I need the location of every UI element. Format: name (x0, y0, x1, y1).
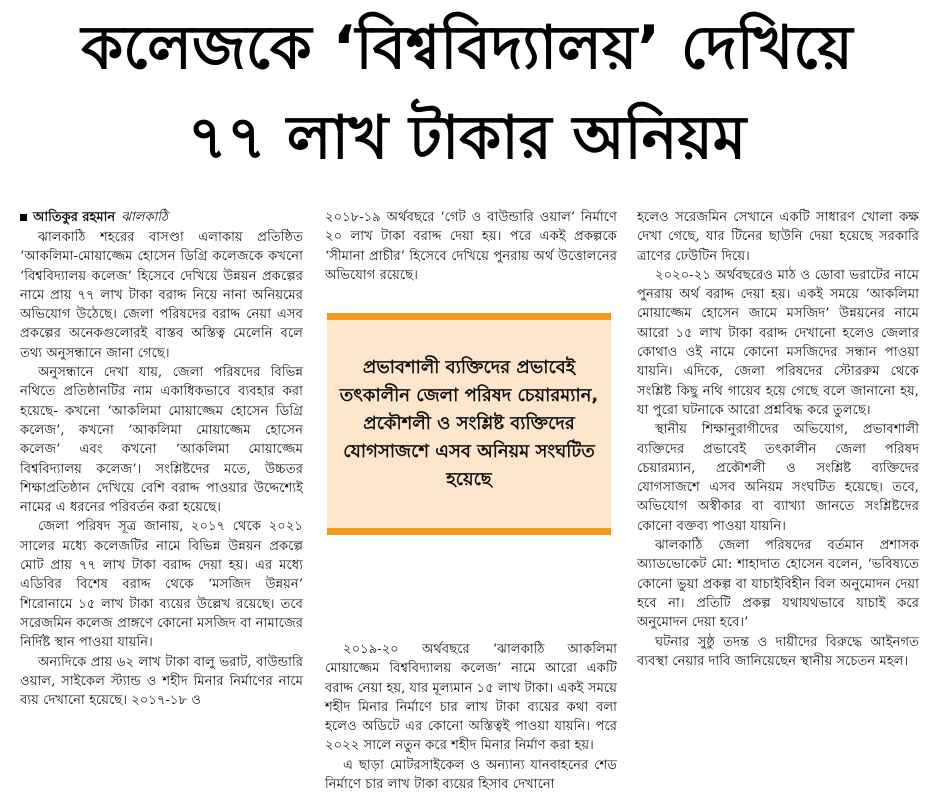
pull-quote-box (327, 313, 611, 535)
article-column-3 (637, 208, 919, 671)
paragraph: এ ছাড়া মোটরসাইকেল ও অন্যান্য যানবাহনের শেড নির্মাণে চার লাখ টাকা ব্যয়ের হিসাব দেখানো (325, 757, 617, 793)
headline-line-2: ৭৭ লাখ টাকার অনিয়ম (187, 103, 747, 173)
paragraph: স্থানীয় শিক্ষানুরাগীদের অভিযোগ, প্রভাবশালী ব্যক্তিদের প্রভাবেই তৎকালীন জেলা পরিষদ চেয়ারম্যান, প্রকৌশলী ও সংশ্লিষ্ট ব্যক্তিদের যোগসাজশে এসব অনিয়ম সংঘটিত হয়েছে। তবে, অভিযোগ অস্বীকার বা ব্যাখ্যা জানতে সংশ্লিষ্টদের কোনো বক্তব্য পাওয়া যায়নি। (637, 422, 919, 534)
byline-square-icon (20, 214, 27, 221)
paragraph: ২০১৯-২০ অর্থবছরে ‘ঝালকাঠি আকলিমা মোয়াজ্জেম বিশ্ববিদ্যালয় কলেজ’ নামে আরো একটি বরাদ্দ নেয়া হয়, যার মূল্যমান ১৫ লাখ টাকা। একই সময়ে শহীদ মিনার নির্মাণে চার লাখ টাকা ব্যয়ের কথা বলা হলেও অডিটে এর কোনো অস্তিত্বই পাওয়া যায়নি। পরে ২০২২ সালে নতুন করে শহীদ মিনার নির্মাণ করা হয়। (325, 642, 617, 754)
pull-quote: প্রভাবশালী ব্যক্তিদের প্রভাবেই তৎকালীন জেলা পরিষদ চেয়ারম্যান, প্রকৌশলী ও সংশ্লিষ্ট ব্যক্তিদের যোগসাজশে এসব অনিয়ম সংঘটিত হয়েছে (339, 357, 599, 490)
paragraph: ঝালকাঠি জেলা পরিষদের বর্তমান প্রশাসক অ্যাডভোকেট মো: শাহাদাত হোসেন বলেন, ‘ভবিষ্যতে কোনো ভুয়া প্রকল্প বা যাচাইবিহীন বিল অনুমোদন দেয়া হবে না। প্রতিটি প্রকল্প যথাযথভাবে যাচাই করে অনুমোদন দেয়া হবে।’ (637, 538, 919, 631)
headline-line-1: কলেজকে ‘বিশ্ববিদ্যালয়’ দেখিয়ে (81, 13, 853, 83)
paragraph: হলেও সরেজমিন সেখানে একটি সাধারণ খোলা কক্ষ দেখা গেছে, যার টিনের ছাউনি দেয়া হয়েছে সরকারি ত্রাণের ঢেউটিন দিয়ে। (637, 210, 919, 264)
byline (20, 208, 303, 228)
column-2-bottom (325, 640, 617, 794)
paragraph: জেলা পরিষদ সূত্র জানায়, ২০১৭ থেকে ২০২১ সালের মধ্যে কলেজটির নামে বিভিন্ন উন্নয়ন প্রকল্পে মোট প্রায় ৭৭ লাখ টাকা বরাদ্দ দেয়া হয়। এর মধ্যে এডিবির বিশেষ বরাদ্দ থেকে ‘মসজিদ উন্নয়ন’ শিরোনামে ১৫ লাখ টাকা ব্যয়ের উল্লেখ রয়েছে। তবে সরেজমিন কলেজ প্রাঙ্গণে কোনো মসজিদ বা নামাজের নির্দিষ্ট স্থান পাওয়া যায়নি। (20, 519, 303, 651)
column-2-top (325, 208, 617, 300)
paragraph: ঘটনার সুষ্ঠু তদন্ত ও দায়ীদের বিরুদ্ধে আইনগত ব্যবস্থা নেয়ার দাবি জানিয়েছেন স্থানীয় সচেতন মহল। (637, 634, 919, 669)
paragraph: ঝালকাঠি শহরের বাসণ্ডা এলাকায় প্রতিষ্ঠিত ‘আকলিমা-মোয়াজ্জেম হোসেন ডিগ্রি কলেজকে কখনো ‘বিশ্ববিদ্যালয় কলেজ’ হিসেবে দেখিয়ে উন্নয়ন প্রকল্পের নামে প্রায় ৭৭ লাখ টাকা বরাদ্দ নিয়ে নানা অনিয়মের অভিযোগ উঠেছে। জেলা পরিষদের বরাদ্দ নেয়া এসব প্রকল্পের অনেকগুলোরই বাস্তব অস্তিত্ব মেলেনি বলে তথ্য অনুসন্ধানে জানা গেছে। (20, 230, 303, 361)
paragraph: অনুসন্ধানে দেখা যায়, জেলা পরিষদের বিভিন্ন নথিতে প্রতিষ্ঠানটির নাম একাধিকভাবে ব্যবহার করা হয়েছে- কখনো ‘আকলিমা মোয়াজ্জেম হোসেন ডিগ্রি কলেজ’, কখনো ‘আকলিমা মোয়াজ্জেম হোসেন কলেজ’ এবং কখনো ‘আকলিমা মোয়াজ্জেম বিশ্ববিদ্যালয় কলেজ’। সংশ্লিষ্টদের মতে, উচ্চতর শিক্ষাপ্রতিষ্ঠান দেখিয়ে বেশি বরাদ্দ পাওয়ার উদ্দেশ্যেই নামের এ ধরনের পরিবর্তন করা হয়েছে। (20, 365, 303, 516)
byline-author: আতিকুর রহমান (33, 210, 116, 225)
byline-place: ঝালকাঠি (121, 210, 168, 225)
paragraph: ২০১৮-১৯ অর্থবছরে ‘গেট ও বাউন্ডারি ওয়াল’ নির্মাণে ২০ লাখ টাকা বরাদ্দ দেয়া হয়। পরে একই প্রকল্পকে ‘সীমানা প্রাচীর’ হিসেবে দেখিয়ে পুনরায় অর্থ উত্তোলনের অভিযোগ রয়েছে। (325, 210, 617, 283)
paragraph: ২০২০-২১ অর্থবছরেও মাঠ ও ডোবা ভরাটের নামে পুনরায় অর্থ বরাদ্দ দেয়া হয়। একই সময়ে ‘আকলিমা মোয়াজ্জেম হোসেন জামে মসজিদ’ উন্নয়নের নামে আরো ১৫ লাখ টাকা বরাদ্দ দেখানো হলেও জেলার কোথাও ওই নামে কোনো মসজিদের সন্ধান পাওয়া যায়নি। এদিকে, জেলা পরিষদের স্টোররুম থেকে সংশ্লিষ্ট কিছু নথি গায়েব হয়ে গেছে বলে জানানো হয়, যা পুরো ঘটনাকে আরো প্রশ্নবিদ্ধ করে তুলছে। (637, 267, 919, 418)
paragraph: অন্যদিকে প্রায় ৬২ লাখ টাকা বালু ভরাট, বাউন্ডারি ওয়াল, সাইকেল স্ট্যান্ড ও শহীদ মিনার নির্মাণের নামে ব্যয় দেখানো হয়েছে। ২০১৭-১৮ ও (20, 654, 303, 709)
article-column-1 (20, 208, 303, 710)
